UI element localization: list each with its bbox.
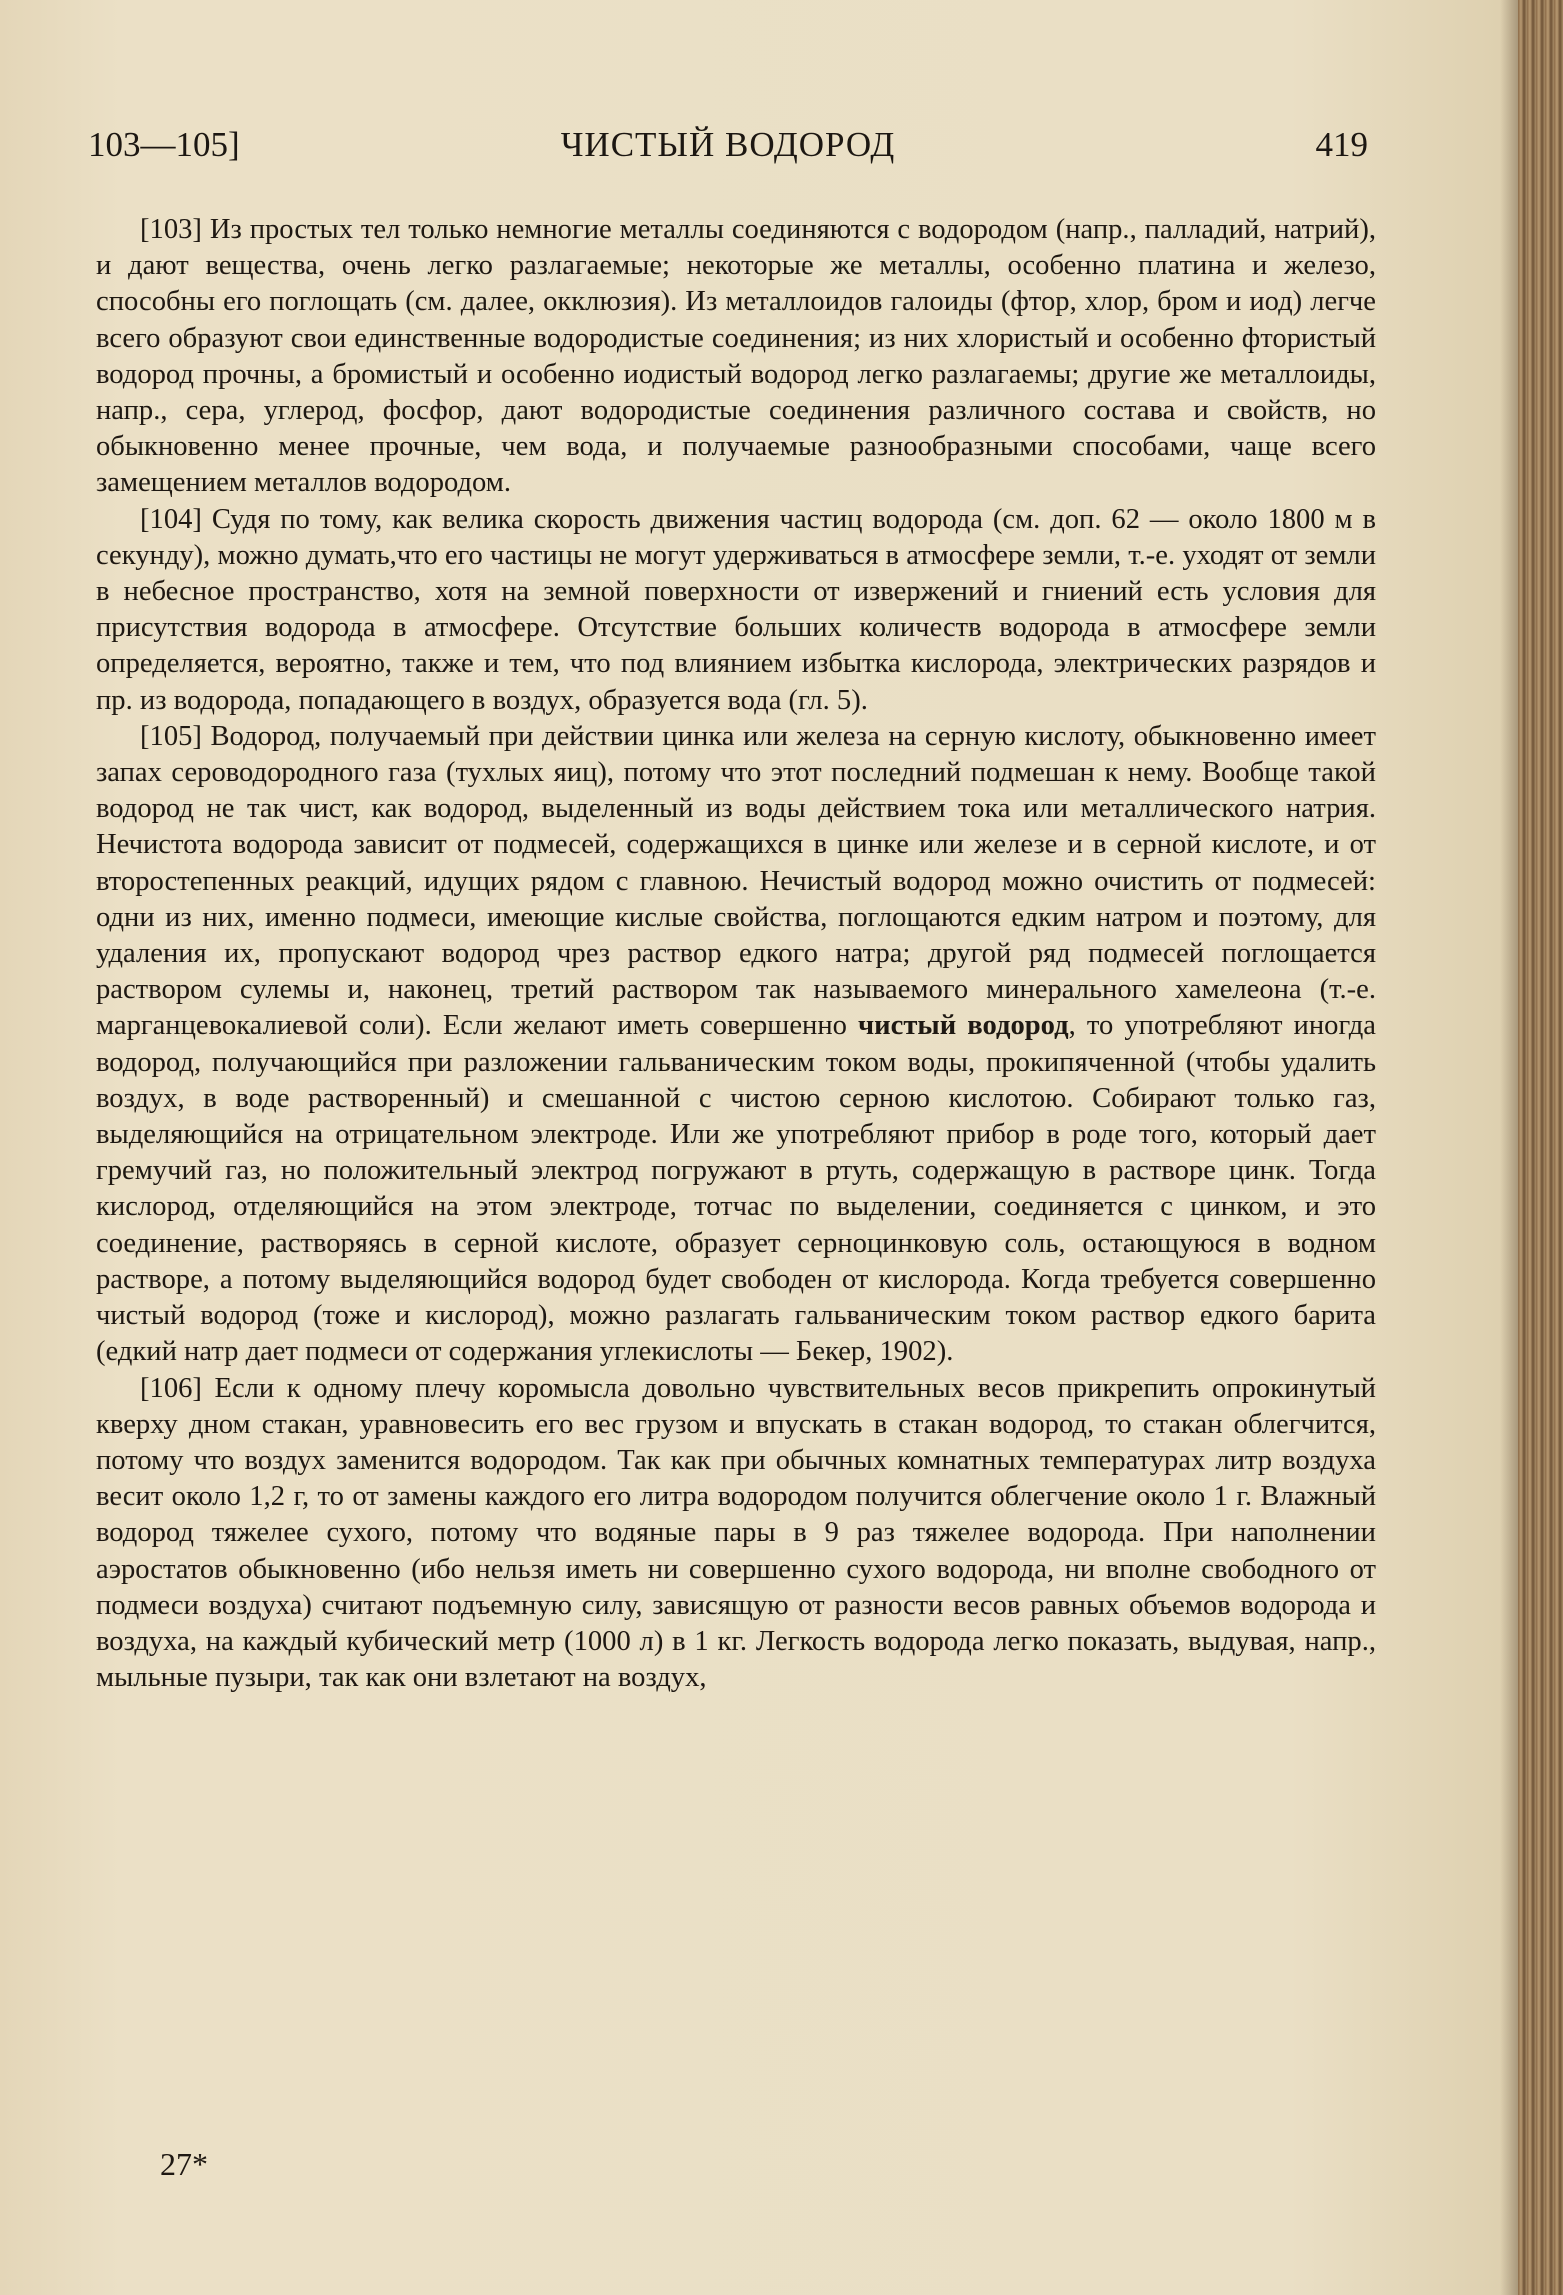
page-title: ЧИСТЫЙ ВОДОРОД: [560, 125, 896, 164]
note-105-text-before: [105] Водород, получаемый при действии цинка или железа на серную кислоту, обыкновенно имеет запах сероводородного газа (тухлых яиц), потому что этот последний подмешан к нему. Вообще такой водород не так чист, как водород, выделенный из воды действием тока или металлического натрия. Нечистота водорода зависит от подмесей, содержащихся в цинке или железе и в серной кислоте, и от второстепенных реакций, идущих рядом с главною. Нечистый водород можно очистить от подмесей: одни из них, именно подмеси, имеющие кислые свойства, поглощаются едким натром и поэтому, для удаления их, пропускают водород чрез раствор едкого натра; другой ряд подмесей поглощается раствором сулемы и, наконец, третий раствором так называемого минерального хамелеона (т.-е. марганцевокалиевой соли). Если желают иметь совершенно: [96, 720, 1376, 1042]
page-edges: [1518, 0, 1563, 2295]
section-range: 103—105]: [88, 125, 240, 164]
note-106: [106] Если к одному плечу коромысла довольно чувствительных весов прикрепить опрокинутый кверху дном стакан, уравновесить его вес грузом и впускать в стакан водород, то стакан облегчится, потому что воздух заменится водородом. Так как при обычных комнатных температурах литр воздуха весит около 1,2 г, то от замены каждого его литра водородом получится облегчение около 1 г. Влажный водород тяжелее сухого, потому что водяные пары в 9 раз тяжелее водорода. При наполнении аэростатов обыкновенно (ибо нельзя иметь ни совершенно сухого водорода, ни вполне свободного от подмеси воздуха) считают подъемную силу, зависящую от разности весов равных объемов водорода и воздуха, на каждый кубический метр (1000 л) в 1 кг. Легкость водорода легко показать, выдувая, напр., мыльные пузыри, так как они взлетают на воздух,: [96, 1372, 1376, 1694]
running-header: [88, 125, 1368, 185]
signature-mark: 27*: [160, 2146, 208, 2182]
note-105-bold-term: чистый водород: [858, 1010, 1069, 1042]
note-105: [96, 719, 1376, 1371]
binding-shadow: [1500, 0, 1518, 2295]
note-103: [103] Из простых тел только немногие металлы соединяются с водородом (напр., палладий, натрий), и дают вещества, очень легко разлагаемые; некоторые же металлы, особенно платина и железо, способны его поглощать (см. далее, окклюзия). Из металлоидов галоиды (фтор, хлор, бром и иод) легче всего образуют свои единственные водородистые соединения; из них хлористый и особенно фтористый водород прочны, а бромистый и особенно иодистый водород легко разлагаемы; другие же металлоиды, напр., сера, углерод, фосфор, дают водородистые соединения различного состава и свойств, но обыкновенно менее прочные, чем вода, и получаемые разнообразными способами, чаще всего замещением металлов водородом.: [96, 214, 1376, 499]
note-105-text-after: , то употребляют иногда водород, получающийся при разложении гальваническим током воды, прокипяченной (чтобы удалить воздух, в воде растворенный) и смешанной с чистою серною кислотою. Собирают только газ, выделяющийся на отрицательном электроде. Или же употребляют прибор в роде того, который дает гремучий газ, но положительный электрод погружают в ртуть, содержащую в растворе цинк. Тогда кислород, отделяющийся на этом электроде, тотчас по выделении, соединяется с цинком, и это соединение, растворяясь в серной кислоте, образует серноцинковую соль, остающуюся в водном растворе, а потому выделяющийся водород будет свободен от кислорода. Когда требуется совершенно чистый водород (тоже и кислород), можно разлагать гальваническим током раствор едкого барита (едкий натр дает подмеси от содержания углекислоты — Бекер, 1902).: [96, 1010, 1376, 1368]
page-number: 419: [1315, 125, 1368, 164]
note-104: [104] Судя по тому, как велика скорость движения частиц водорода (см. доп. 62 — около 1800 м в секунду), можно думать,что его частицы не могут удерживаться в атмосфере земли, т.-е. уходят от земли в небесное пространство, хотя на земной поверхности от извержений и гниений есть условия для присутствия водорода в атмосфере. Отсутствие больших количеств водорода в атмосфере земли определяется, вероятно, также и тем, что под влиянием избытка кислорода, электрических разрядов и пр. из водорода, попадающего в воздух, образуется вода (гл. 5).: [96, 503, 1376, 716]
main-text: [96, 212, 1376, 1696]
